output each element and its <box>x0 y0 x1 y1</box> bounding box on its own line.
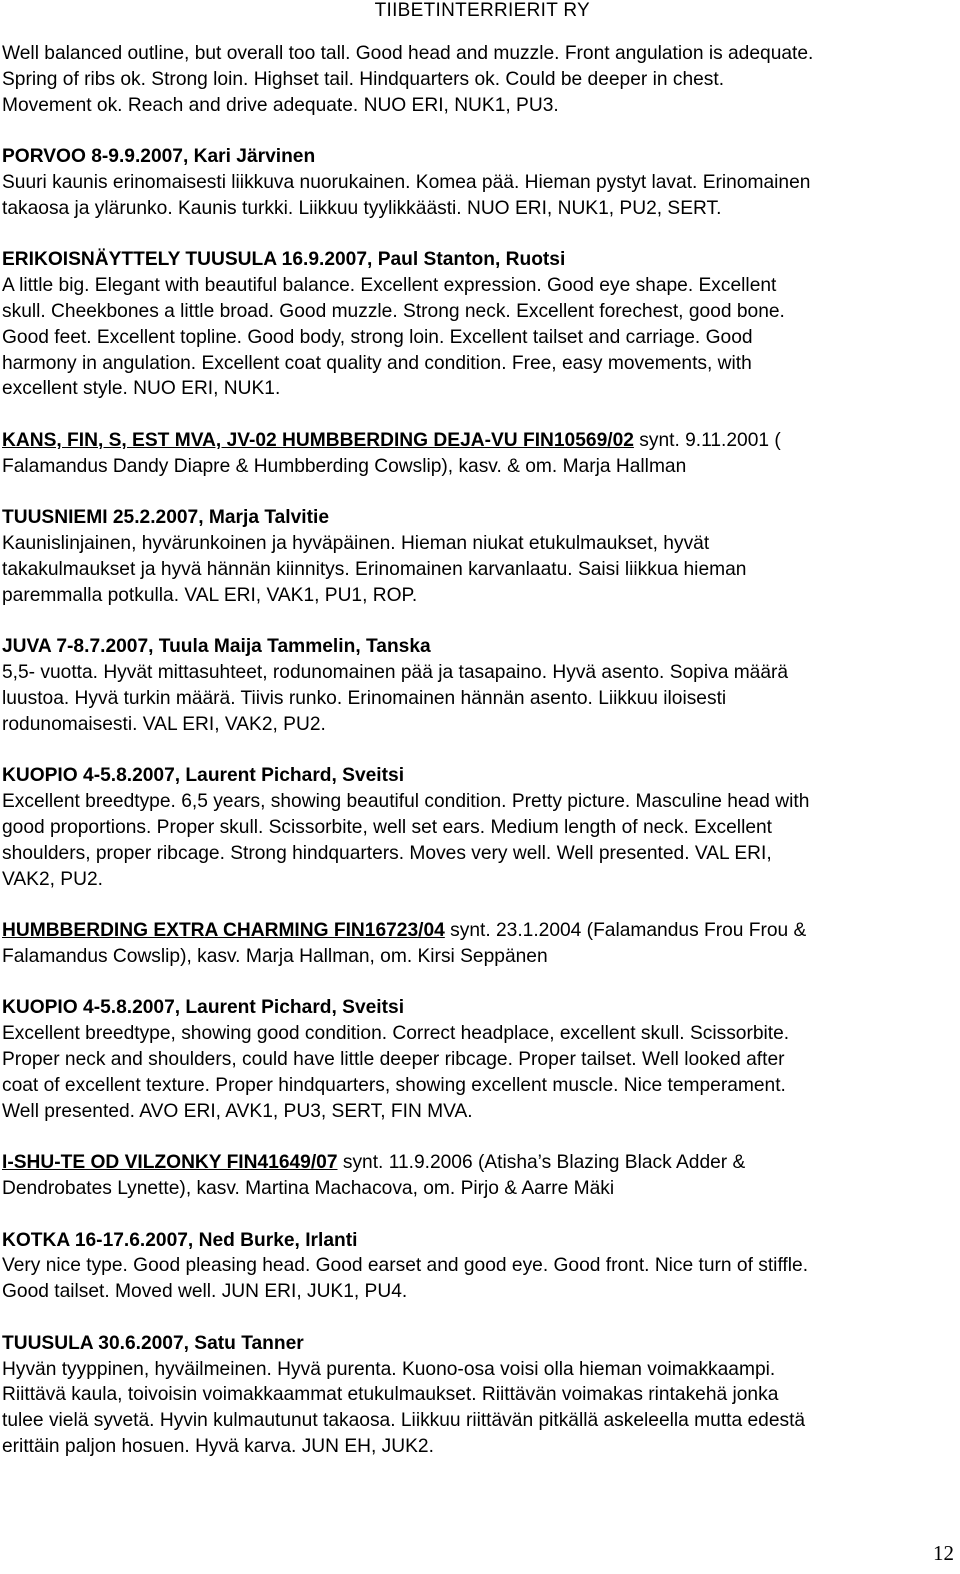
text-line: Spring of ribs ok. Strong loin. Highset tail. Hindquarters ok. Could be deeper in chest. <box>2 68 725 90</box>
show-entry <box>2 1228 952 1305</box>
text-line: Suuri kaunis erinomaisesti liikkuva nuorukainen. Komea pää. Hieman pystyt lavat. Erinomainen <box>2 171 811 193</box>
show-heading: KUOPIO 4-5.8.2007, Laurent Pichard, Sveitsi <box>2 997 405 1019</box>
dog-entry <box>2 1150 952 1202</box>
text-line: Proper neck and shoulders, could have little deeper ribcage. Proper tailset. Well looked after <box>2 1049 785 1071</box>
text-line: Well presented. AVO ERI, AVK1, PU3, SERT, FIN MVA. <box>2 1100 473 1122</box>
text-line: Excellent breedtype, showing good condition. Correct headplace, excellent skull. Scissorbite. <box>2 1023 790 1045</box>
text-line: harmony in angulation. Excellent coat quality and condition. Free, easy movements, with <box>2 352 752 374</box>
text-line: luustoa. Hyvä turkin määrä. Tiivis runko. Erinomainen hännän asento. Liikkuu iloisesti <box>2 687 727 709</box>
critique-paragraph <box>2 41 952 118</box>
text-line: A little big. Elegant with beautiful balance. Excellent expression. Good eye shape. Excellent <box>2 275 777 297</box>
dog-title-line <box>2 428 952 454</box>
dog-entry <box>2 428 952 480</box>
show-heading: KUOPIO 4-5.8.2007, Laurent Pichard, Sveitsi <box>2 765 405 787</box>
document-body <box>2 41 952 1486</box>
show-entry <box>2 763 952 892</box>
text-line: Well balanced outline, but overall too tall. Good head and muzzle. Front angulation is adequate. <box>2 43 814 64</box>
text-line: rodunomaisesti. VAL ERI, VAK2, PU2. <box>2 713 326 735</box>
text-line: Good feet. Excellent topline. Good body, strong loin. Excellent tailset and carriage. Good <box>2 326 753 348</box>
document-header: TIIBETINTERRIERIT RY <box>374 0 590 21</box>
text-line: takakulmaukset ja hyvä hännän kiinnitys. Erinomainen karvanlaatu. Saisi liikkua hieman <box>2 558 747 580</box>
dog-name: KANS, FIN, S, EST MVA, JV-02 HUMBBERDING DEJA-VU FIN10569/02 <box>2 429 634 451</box>
text-line: Kaunislinjainen, hyvärunkoinen ja hyväpäinen. Hieman niukat etukulmaukset, hyvät <box>2 533 710 555</box>
show-heading: ERIKOISNÄYTTELY TUUSULA 16.9.2007, Paul Stanton, Ruotsi <box>2 249 566 271</box>
text-line: coat of excellent texture. Proper hindquarters, showing excellent muscle. Nice temperament. <box>2 1074 786 1096</box>
text-line: takaosa ja ylärunko. Kaunis turkki. Liikkuu tyylikkäästi. NUO ERI, NUK1, PU2, SERT. <box>2 197 722 219</box>
show-heading: PORVOO 8-9.9.2007, Kari Järvinen <box>2 146 316 168</box>
dog-birth-info: synt. 11.9.2006 (Atisha’s Blazing Black Adder & <box>337 1152 746 1174</box>
show-heading: TUUSNIEMI 25.2.2007, Marja Talvitie <box>2 507 330 529</box>
text-line: Falamandus Dandy Diapre & Humbberding Cowslip), kasv. & om. Marja Hallman <box>2 455 687 477</box>
text-line: shoulders, proper ribcage. Strong hindquarters. Moves very well. Well presented. VAL ERI, <box>2 842 772 864</box>
text-line: excellent style. NUO ERI, NUK1. <box>2 378 281 400</box>
show-heading: KOTKA 16-17.6.2007, Ned Burke, Irlanti <box>2 1229 358 1251</box>
dog-title-line <box>2 918 952 944</box>
text-line: Good tailset. Moved well. JUN ERI, JUK1, PU4. <box>2 1281 408 1303</box>
dog-entry <box>2 918 952 970</box>
text-line: Dendrobates Lynette), kasv. Martina Machacova, om. Pirjo & Aarre Mäki <box>2 1178 615 1200</box>
show-heading: TUUSULA 30.6.2007, Satu Tanner <box>2 1332 304 1354</box>
show-heading: JUVA 7-8.7.2007, Tuula Maija Tammelin, Tanska <box>2 636 431 658</box>
show-entry <box>2 995 952 1124</box>
dog-name: I-SHU-TE OD VILZONKY FIN41649/07 <box>2 1152 338 1174</box>
text-line: Hyvän tyyppinen, hyväilmeinen. Hyvä purenta. Kuono-osa voisi olla hieman voimakkaampi. <box>2 1358 776 1380</box>
show-entry <box>2 144 952 221</box>
dog-title-line <box>2 1150 952 1176</box>
text-line: Very nice type. Good pleasing head. Good earset and good eye. Good front. Nice turn of stiffle. <box>2 1255 809 1277</box>
show-entry <box>2 505 952 608</box>
text-line: erittäin paljon hosuen. Hyvä karva. JUN EH, JUK2. <box>2 1436 434 1458</box>
text-line: skull. Cheekbones a little broad. Good muzzle. Strong neck. Excellent forechest, good bone. <box>2 300 785 322</box>
show-entry <box>2 1331 952 1460</box>
show-entry <box>2 634 952 737</box>
dog-birth-info: synt. 9.11.2001 ( <box>633 429 781 451</box>
page-number: 12 <box>933 1541 954 1565</box>
text-line: 5,5- vuotta. Hyvät mittasuhteet, rodunomainen pää ja tasapaino. Hyvä asento. Sopiva määrä <box>2 662 789 684</box>
text-line: Riittävä kaula, toivoisin voimakkaammat etukulmaukset. Riittävän voimakas rintakehä jonka <box>2 1384 779 1406</box>
text-line: VAK2, PU2. <box>2 868 103 890</box>
show-entry <box>2 247 952 402</box>
text-line: Excellent breedtype. 6,5 years, showing beautiful condition. Pretty picture. Masculine head with <box>2 791 810 813</box>
text-line: Movement ok. Reach and drive adequate. NUO ERI, NUK1, PU3. <box>2 94 559 116</box>
dog-birth-info: synt. 23.1.2004 (Falamandus Frou Frou & <box>444 920 807 942</box>
text-line: paremmalla potkulla. VAL ERI, VAK1, PU1, ROP. <box>2 584 418 606</box>
text-line: tulee vielä syvetä. Hyvin kulmautunut takaosa. Liikkuu riittävän pitkällä askeleella mutta edestä <box>2 1410 806 1432</box>
text-line: good proportions. Proper skull. Scissorbite, well set ears. Medium length of neck. Excellent <box>2 816 773 838</box>
text-line: Falamandus Cowslip), kasv. Marja Hallman, om. Kirsi Seppänen <box>2 945 548 967</box>
dog-name: HUMBBERDING EXTRA CHARMING FIN16723/04 <box>2 920 445 942</box>
